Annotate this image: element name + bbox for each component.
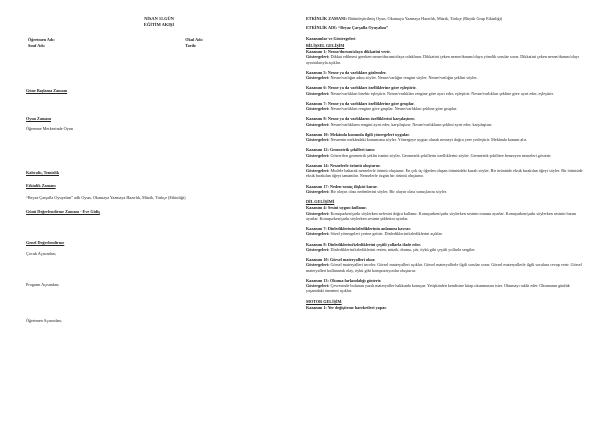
section-title: Güne Başlama Zamanı — [26, 88, 68, 93]
indicator-text: Dinlediklerini/izlediklerini resim, müzik, drama, şiir, öykü gibi çeşitli yollarla sergiler. — [330, 246, 476, 252]
outcome-item — [306, 85, 588, 96]
date-label: Tarih: — [185, 43, 197, 49]
indicator-label: Göstergeleri: — [306, 152, 330, 158]
left-column — [28, 16, 290, 49]
section-genel-degerlendirme — [26, 240, 256, 257]
indicator-text: Nesne/varlıkları birebir eşleştirir. Nesne/varlıkları rengine göre ayırt eder, eşleştirir. Nesne/varlıkları şekline göre ayırt eder, eşleştirir. — [330, 90, 554, 96]
activity-time-text: Bütünleştirilmiş Oyun, Okumaya Yazmaya Hazırlık, Müzik, Türkçe (Büyük Grup Etkinliği) — [348, 16, 503, 21]
outcome-item — [306, 70, 588, 81]
motor-title: MOTOR GELİŞİM — [306, 298, 342, 304]
outcome-heading: Kazanım 12: Geometrik şekilleri tanır. — [306, 147, 376, 153]
outcome-item — [306, 184, 588, 195]
activity-name-line — [306, 25, 588, 30]
section-gune-baslama — [26, 88, 256, 93]
language-title: DİL GELİŞİMİ — [306, 199, 335, 204]
outcome-item — [306, 278, 588, 294]
indicator-text: Görsel materyalleri inceler. Görsel materyalleri açıklar. Görsel materyallerle ilgili sorular sorar. Görsel materyallerle ilgili sorulara cevap verir. Görsel materyalleri kullanarak olay, öykü gibi kompozisyonlar oluşturur. — [306, 262, 582, 273]
activity-time-line — [306, 16, 588, 21]
outcome-heading: Kazanım 5: Nesne ya da varlıkları gözlemler. — [306, 69, 387, 75]
activity-time-label: ETKİNLİK ZAMANI: — [306, 16, 348, 21]
section-body: Çocuk Açısından; — [26, 251, 56, 257]
outcome-heading: Kazanım 8: Dinlediklerini/izlediklerini çeşitli yollarla ifade eder. — [306, 241, 421, 247]
indicator-text: Konuşurken/şarkı söylerken nefesini doğru kullanır. Konuşurken/şarkı söylerken sesinin tonunu ayarlar. Konuşurken/şarkı söylerken sesinin hızını ayarlar. Konuşurken/şarkı söylerken sesinin şiddetini ayarlar. — [306, 210, 577, 221]
indicator-text: Nesne/varlıkların rengini ayırt eder, karşılaştırır. Nesne/varlıkların şeklini ayırt eder, karşılaştırır. — [330, 121, 493, 127]
section-body: Program Açısından; — [26, 282, 60, 287]
outcomes-title: Kazanımlar ve Göstergeleri — [306, 35, 356, 41]
outcome-heading: Kazanım 10: Görsel materyalleri okur. — [306, 257, 376, 262]
section-title: Oyun Zamanı — [26, 116, 52, 121]
outcome-item — [306, 242, 588, 253]
indicator-text: Dikkat edilmesi gereken nesne/durum/olaya odaklanır. Dikkatini çeken nesne/durum/olaya yönelik sorular sorar. Dikkatini çeken nesne/durum/olayı ayrıntılarıyla açıklar. — [306, 54, 580, 65]
activity-name-text: “Beyaz Çarşafla Oyuyalım” — [338, 25, 389, 31]
teacher-label: Öğretmen Adı: — [28, 37, 55, 42]
outcome-heading: Kazanım 4: Sesini uygun kullanır. — [306, 205, 367, 211]
activity-name-label: ETKİNLİK ADI: — [306, 25, 338, 31]
indicator-label: Göstergeleri: — [306, 231, 330, 237]
outcome-heading: Kazanım 1: Nesne/durum/olaya dikkatini verir. — [306, 49, 391, 54]
outcome-heading: Kazanım 14: Nesnelerle örüntü oluşturur. — [306, 162, 381, 168]
section-title: Etkinlik Zamanı — [26, 183, 56, 188]
outcome-item — [306, 101, 588, 112]
document-title — [28, 16, 290, 27]
section-title: Günü Değerlendirme Zamanı - Eve Gidiş — [26, 209, 100, 214]
section-oyun — [26, 116, 256, 132]
outcome-item — [306, 49, 588, 65]
outcome-item — [306, 257, 588, 273]
outcome-heading: Kazanım 10: Mekânda konumla ilgili yönergeleri uygular. — [306, 131, 410, 137]
right-column — [306, 16, 588, 310]
section-body: Öğrenme Merkezinde Oyun — [26, 126, 73, 132]
indicator-text: Sözel yönergeleri yerine getirir. Dinlediklerini/izlediklerini açıklar. — [330, 231, 443, 237]
outcome-item — [306, 163, 588, 179]
indicator-label: Göstergeleri: — [306, 106, 330, 111]
section-ogretmen — [26, 318, 256, 323]
outcome-item — [306, 147, 588, 158]
title-line-1: NİSAN 11.GÜN — [144, 16, 174, 21]
indicator-label: Göstergeleri: — [306, 168, 330, 173]
title-line-2: EĞİTİM AKIŞI — [143, 21, 175, 27]
indicator-text: Modele bakarak nesnelerle örüntü oluşturur. En çok üç öğeden oluşan örüntüdeki kuralı söyler. Bir örüntüde eksik bırakılan öğeyi söyler. Bir örüntüde eksik bırakılan öğeyi tamamlar. Nesnelerle özgün bir örüntü oluşturur. — [306, 168, 583, 179]
indicator-label: Göstergeleri: — [306, 90, 330, 96]
outcome-heading: Kazanım 1: Yer değiştirme hareketleri yapar. — [306, 304, 387, 310]
indicator-label: Göstergeleri: — [306, 137, 330, 142]
outcome-item — [306, 226, 588, 237]
indicator-text: Gösterilen geometrik şeklin ismini söyler. Geometrik şekillerin özelliklerini söyler. Geometrik şekillere benzeyen nesneleri gösterir. — [330, 152, 552, 158]
indicator-text: Bir olayın olası nedenlerini söyler. Bir olayın olası sonuçlarını söyler. — [330, 188, 447, 194]
indicator-text: Çevresinde bulunan yazılı materyaller hakkında konuşur. Yetişkinden kendisine kitap okunmasını ister. Okumayı taklit eder. Okumanın günlük yaşamdaki önemini açıklar. — [306, 283, 570, 294]
outcome-heading: Kazanım 13: Okuma farkındalığı gösterir. — [306, 277, 382, 283]
indicator-text: Nesne/varlığın adını söyler. Nesne/varlığın rengini söyler. Nesne/varlığın şeklini söyler. — [330, 75, 478, 80]
meta-row-1 — [28, 37, 290, 42]
section-body: “Beyaz Çarşafla Oyuyalım” adlı Oyun, Okumaya Yazmaya Hazırlık, Müzik, Türkçe (Etkinliği) — [26, 195, 186, 200]
indicator-label: Göstergeleri: — [306, 283, 330, 288]
indicator-label: Göstergeleri: — [306, 262, 330, 268]
indicator-label: Göstergeleri: — [306, 246, 330, 252]
section-body: Öğretmen Açısından; — [26, 318, 62, 323]
indicator-label: Göstergeleri: — [306, 54, 330, 60]
indicator-label: Göstergeleri: — [306, 75, 330, 80]
outcome-heading: Kazanım 7: Dinlediklerinin/izlediklerinin anlamını kavrar. — [306, 226, 411, 231]
section-kahvalti — [26, 170, 256, 175]
indicator-text: Nesnenin mekândaki konumunu söyler. Yönergeye uygun olarak nesneyi doğru yere yerleştirir. Mekânda konum alır. — [330, 137, 527, 142]
indicator-text: Nesne/varlıkları rengine göre gruplar. Nesne/varlıkları şekline göre gruplar. — [330, 106, 457, 111]
section-title: Genel Değerlendirme — [26, 240, 65, 245]
outcome-item — [306, 205, 588, 221]
school-label: Okul Adı: — [185, 37, 204, 42]
indicator-label: Göstergeleri: — [306, 121, 330, 127]
outcome-heading: Kazanım 17: Neden-sonuç ilişkisi kurar. — [306, 183, 378, 189]
section-etkinlik — [26, 183, 256, 188]
meta-row-2 — [28, 43, 290, 48]
outcome-heading: Kazanım 8: Nesne ya da varlıkların özelliklerini karşılaştırır. — [306, 116, 415, 122]
section-program — [26, 282, 256, 287]
section-title: Kahvaltı, Temizlik — [26, 170, 60, 175]
section-gunu-degerlendirme — [26, 209, 256, 214]
cognitive-title: BİLİŞSEL GELİŞİM — [306, 42, 345, 48]
outcome-heading: Kazanım 6: Nesne ya da varlıkları özelliklerine göre eşleştirir. — [306, 85, 417, 91]
class-label: Sınıf Adı: — [28, 43, 46, 49]
outcome-item — [306, 305, 588, 310]
outcome-item — [306, 116, 588, 127]
section-etkinlik-adi — [26, 195, 256, 200]
indicator-label: Göstergeleri: — [306, 210, 330, 216]
outcome-heading: Kazanım 7: Nesne ya da varlıkları özelliklerine göre gruplar. — [306, 100, 415, 106]
indicator-label: Göstergeleri: — [306, 188, 330, 194]
outcome-item — [306, 132, 588, 143]
